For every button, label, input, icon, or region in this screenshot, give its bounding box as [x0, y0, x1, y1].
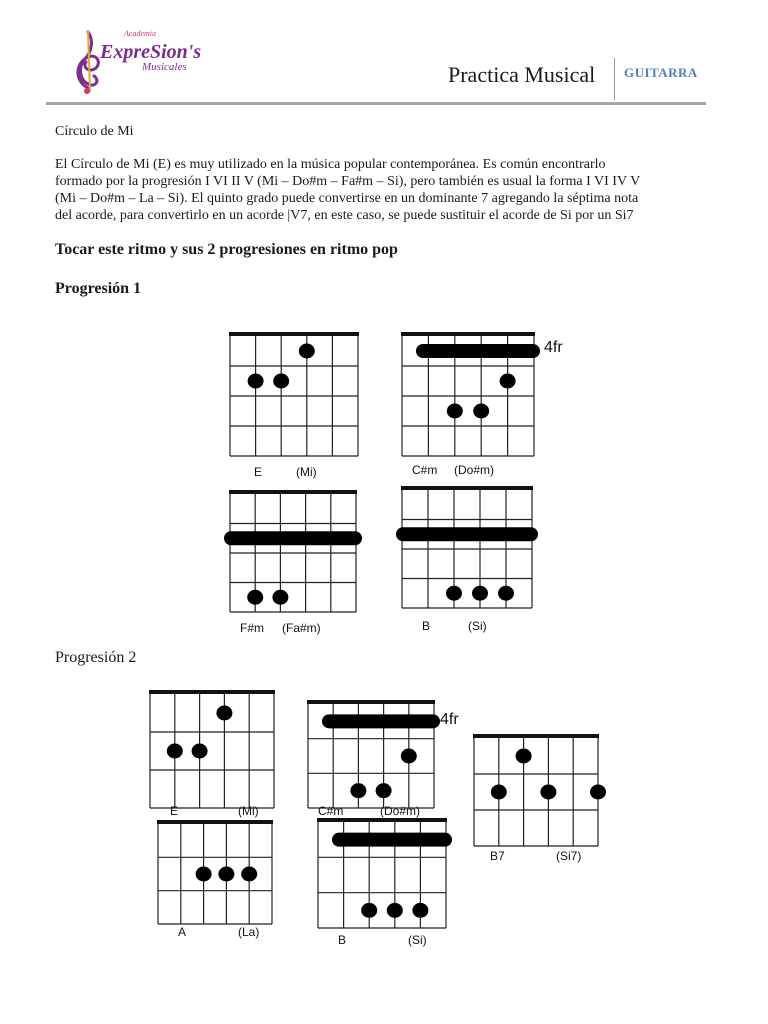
chord-alt-label: (Si) — [408, 933, 427, 947]
chord-alt-label: (Fa#m) — [282, 621, 321, 635]
chord-diagram-e — [229, 332, 359, 479]
finger-dot — [167, 744, 183, 759]
finger-dot — [540, 785, 556, 800]
finger-dot — [216, 706, 232, 721]
chord-nut — [401, 332, 535, 336]
finger-dot — [412, 903, 428, 918]
chord-barre — [332, 833, 452, 847]
logo-sub-text: Musicales — [142, 61, 187, 73]
body-line: (Mi – Do#m – La – Si). El quinto grado puede convertirse en un dominante 7 agregando la séptima nota — [55, 191, 639, 206]
instruction-heading: Tocar este ritmo y sus 2 progresiones en ritmo pop — [55, 241, 398, 258]
chord-nut — [229, 332, 359, 336]
chord-alt-label: (Mi) — [296, 465, 317, 479]
chord-name-label: E — [254, 465, 263, 479]
finger-dot — [247, 590, 263, 605]
logo-small-text: Academia — [124, 29, 156, 38]
body-line: del acorde, para convertirlo en un acorde |V7, en este caso, se puede sustituir el acorde de Si por un Si7 — [55, 208, 634, 223]
header-title: Practica Musical — [448, 62, 596, 87]
finger-dot — [376, 783, 392, 798]
chord-diagram-csharpm — [307, 700, 459, 818]
finger-dot — [447, 404, 463, 419]
chord-alt-label: (Mi) — [238, 804, 259, 818]
chord-name-label: E — [170, 804, 179, 818]
chord-alt-label: (Do#m) — [380, 804, 421, 818]
fret-position-label: 4fr — [544, 339, 563, 356]
chord-nut — [473, 734, 599, 738]
finger-dot — [500, 374, 516, 389]
finger-dot — [516, 749, 532, 764]
finger-dot — [218, 867, 234, 882]
chord-nut — [307, 700, 435, 704]
chord-nut — [401, 486, 533, 490]
finger-dot — [196, 867, 212, 882]
finger-dot — [472, 586, 488, 601]
chord-diagram-a — [157, 820, 273, 939]
chord-diagram-b7 — [473, 734, 606, 863]
finger-dot — [361, 903, 377, 918]
chord-name-label: A — [178, 925, 187, 939]
chord-diagram-e — [149, 690, 275, 818]
finger-dot — [192, 744, 208, 759]
chord-diagram-csharpm — [401, 332, 563, 477]
chord-name-label: C#m — [412, 463, 438, 477]
chord-diagram-b — [396, 486, 538, 633]
chord-alt-label: (Si7) — [556, 849, 582, 863]
finger-dot — [473, 404, 489, 419]
chord-diagram-b — [317, 818, 452, 947]
chord-alt-label: (Si) — [468, 619, 487, 633]
chord-barre — [224, 531, 362, 545]
chord-name-label: C#m — [318, 804, 344, 818]
body-line: El Círculo de Mi (E) es muy utilizado en la música popular contemporánea. Es común encontrarlo — [55, 157, 606, 172]
finger-dot — [248, 374, 264, 389]
finger-dot — [446, 586, 462, 601]
chord-name-label: B — [338, 933, 347, 947]
finger-dot — [590, 785, 606, 800]
finger-dot — [401, 749, 417, 764]
chord-alt-label: (Do#m) — [454, 463, 495, 477]
chord-diagram-fsharpm — [224, 490, 362, 635]
finger-dot — [299, 344, 315, 359]
header-tag: GUITARRA — [624, 65, 698, 80]
progression-1-title: Progresión 1 — [55, 280, 142, 297]
chord-nut — [149, 690, 275, 694]
chord-nut — [157, 820, 273, 824]
body-line: formado por la progresión I VI II V (Mi – Do#m – Fa#m – Si), pero también es usual la forma I VI IV V — [55, 174, 641, 189]
chord-name-label: B — [422, 619, 431, 633]
chord-nut — [317, 818, 447, 822]
logo-main-text: ExpreSion's — [100, 41, 202, 63]
chord-barre — [416, 344, 540, 358]
progression-2-title: Progresión 2 — [55, 649, 137, 666]
finger-dot — [272, 590, 288, 605]
finger-dot — [491, 785, 507, 800]
finger-dot — [387, 903, 403, 918]
chord-barre — [396, 527, 538, 541]
finger-dot — [350, 783, 366, 798]
chord-name-label: F#m — [240, 621, 264, 635]
chord-alt-label: (La) — [238, 925, 260, 939]
finger-dot — [498, 586, 514, 601]
section-title: Círculo de Mi — [55, 124, 134, 139]
chord-barre — [322, 714, 440, 728]
finger-dot — [273, 374, 289, 389]
chord-name-label: B7 — [490, 849, 505, 863]
chord-nut — [229, 490, 357, 494]
finger-dot — [241, 867, 257, 882]
fret-position-label: 4fr — [440, 711, 459, 728]
